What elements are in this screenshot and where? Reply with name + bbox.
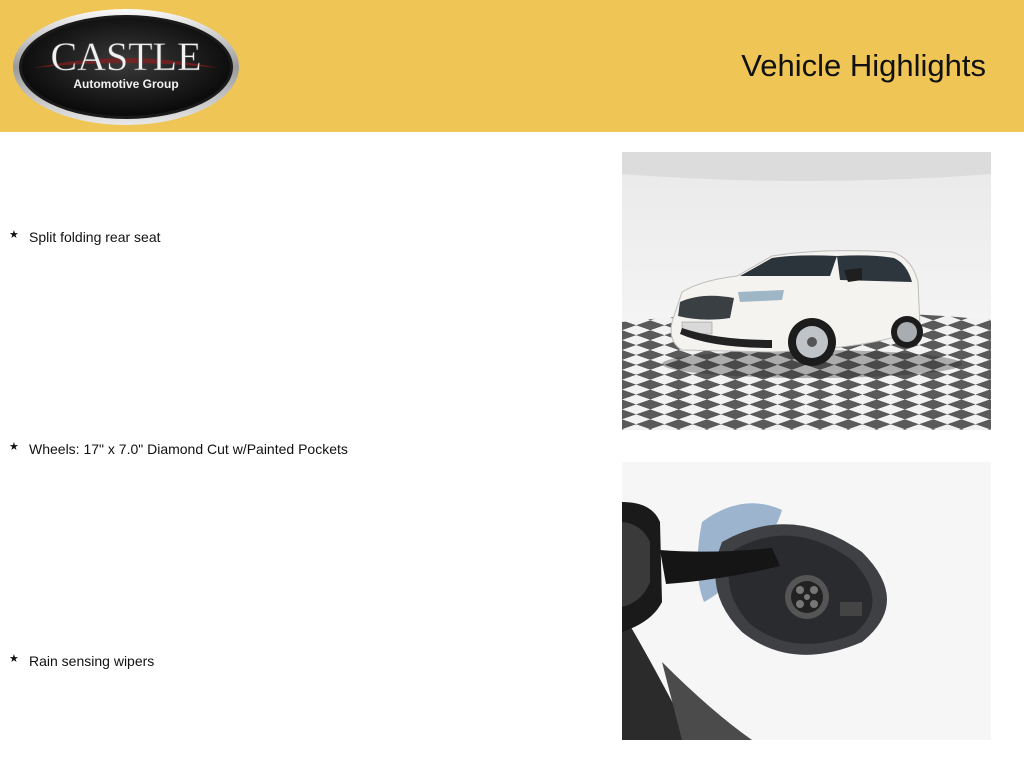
star-icon: ★: [9, 229, 19, 241]
highlight-label: Rain sensing wipers: [29, 653, 155, 669]
castle-logo-icon: [12, 8, 240, 126]
highlight-label: Wheels: 17" x 7.0" Diamond Cut w/Painted Pockets: [29, 441, 348, 457]
white-minivan-showroom-icon: [622, 152, 991, 430]
minivan-photo: [622, 152, 991, 430]
highlight-item: [9, 228, 161, 246]
star-icon: ★: [9, 441, 19, 453]
highlight-item: [9, 440, 348, 458]
castle-logo: [12, 8, 240, 126]
star-icon: ★: [9, 653, 19, 665]
highlight-label: Split folding rear seat: [29, 229, 161, 245]
page-title: Vehicle Highlights: [741, 48, 986, 83]
logo-subtitle: Automotive Group: [73, 77, 179, 91]
logo-wordmark: CASTLE: [50, 34, 202, 79]
highlight-item: [9, 652, 154, 670]
header-banner: [0, 0, 1024, 132]
charging-port-closeup-icon: [622, 462, 991, 740]
charging-port-photo: [622, 462, 991, 740]
